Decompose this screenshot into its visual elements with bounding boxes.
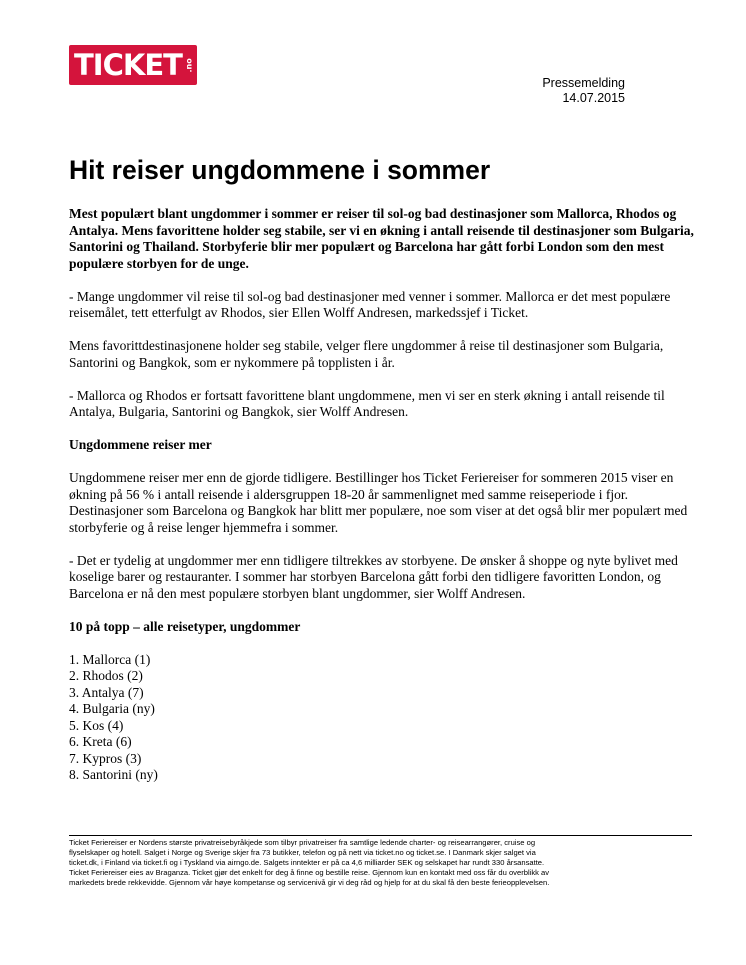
section-heading: Ungdommene reiser mer	[69, 437, 212, 452]
logo-suffix: .no	[184, 57, 194, 72]
press-header	[542, 76, 625, 106]
footer-text	[69, 838, 699, 888]
list-item: 6. Kreta (6)	[69, 734, 132, 749]
footer-line: Ticket Feriereiser eies av Braganza. Ticket gjør det enkelt for deg å finne og bestille reise. Gjennom kun en kontakt med oss får du overblikk av	[69, 868, 550, 877]
list-item: 4. Bulgaria (ny)	[69, 701, 155, 716]
press-date: 14.07.2015	[562, 91, 625, 105]
list-item: 2. Rhodos (2)	[69, 668, 143, 683]
footer-line: flyselskaper og hotell. Salget i Norge og Sverige skjer fra 73 butikker, telefon og på nett via ticket.no og ticket.se. I Danmark skjer salget via	[69, 848, 536, 857]
page-title: Hit reiser ungdommene i sommer	[69, 155, 491, 185]
top-list	[69, 652, 699, 784]
logo-word: TICKET	[74, 48, 182, 82]
paragraph: - Mange ungdommer vil reise til sol-og bad destinasjoner med venner i sommer. Mallorca er det mest populære reisemålet, tett etterfulgt av Rhodos, sier Ellen Wolff Andresen, markedssjef i Ticket.	[69, 288, 671, 320]
list-item: 5. Kos (4)	[69, 717, 124, 733]
list-item: 3. Antalya (7)	[69, 684, 144, 700]
section-heading: 10 på topp – alle reisetyper, ungdommer	[69, 618, 301, 634]
paragraph: - Det er tydelig at ungdommer mer enn tidligere tiltrekkes av storbyene. De ønsker å shoppe og nyte bylivet med koselige barer og restauranter. I sommer har storbyen Barcelona gått forbi den tidligere favoritten London, og Barcelona er nå den mest populære storbyen blant ungdommer, sier Wolff Andresen.	[69, 552, 678, 601]
paragraph: Ungdommene reiser mer enn de gjorde tidligere. Bestillinger hos Ticket Feriereiser for sommeren 2015 viser en økning på 56 % i antall reisende i aldersgruppen 18-20 år sammenlignet med samme reiseperiode i fjor. Destinasjoner som Barcelona og Bangkok har blitt mer populære, noe som viser at det også blir mer populært med storbyferie og å reise lenger hjemmefra i sommer.	[69, 470, 688, 535]
list-item: 7. Kypros (3)	[69, 750, 142, 766]
footer-line: Ticket Feriereiser er Nordens største privatreisebyråkjede som tilbyr privatreiser fra samtlige ledende charter- og reisearrangører, cruise og	[69, 838, 536, 847]
article-body	[69, 206, 699, 784]
lead-paragraph: Mest populært blant ungdommer i sommer er reiser til sol-og bad destinasjoner som Mallorca, Rhodos og Antalya. Mens favorittene holder seg stabile, ser vi en økning i antall reisende til destinasjoner som Bulgaria, Santorini og Thailand. Storbyferie blir mer populært og Barcelona har gått forbi London som den mest populære storbyen for de unge.	[69, 206, 694, 271]
ticket-logo	[69, 45, 197, 85]
press-label: Pressemelding	[542, 76, 625, 90]
paragraph: Mens favorittdestinasjonene holder seg stabile, velger flere ungdommer å reise til destinasjoner som Bulgaria, Santorini og Bangkok, som er nykommere på topplisten i år.	[69, 338, 664, 370]
list-item: 8. Santorini (ny)	[69, 767, 158, 782]
footer-line: markedets brede rekkevidde. Gjennom vår høye kompetanse og servicenivå gir vi deg råd og hjelp for at du skal få den beste ferieopplevelsen.	[69, 878, 550, 887]
list-item: 1. Mallorca (1)	[69, 651, 151, 667]
footer-line: ticket.dk, i Finland via ticket.fi og i Tyskland via airngo.de. Salgets inntekter er på ca 4,6 milliarder SEK og selskapet har rundt 330 årsansatte.	[69, 858, 545, 867]
footer-divider	[69, 835, 692, 836]
paragraph: - Mallorca og Rhodos er fortsatt favorittene blant ungdommene, men vi ser en sterk økning i antall reisende til Antalya, Bulgaria, Santorini og Bangkok, sier Wolff Andresen.	[69, 387, 665, 419]
